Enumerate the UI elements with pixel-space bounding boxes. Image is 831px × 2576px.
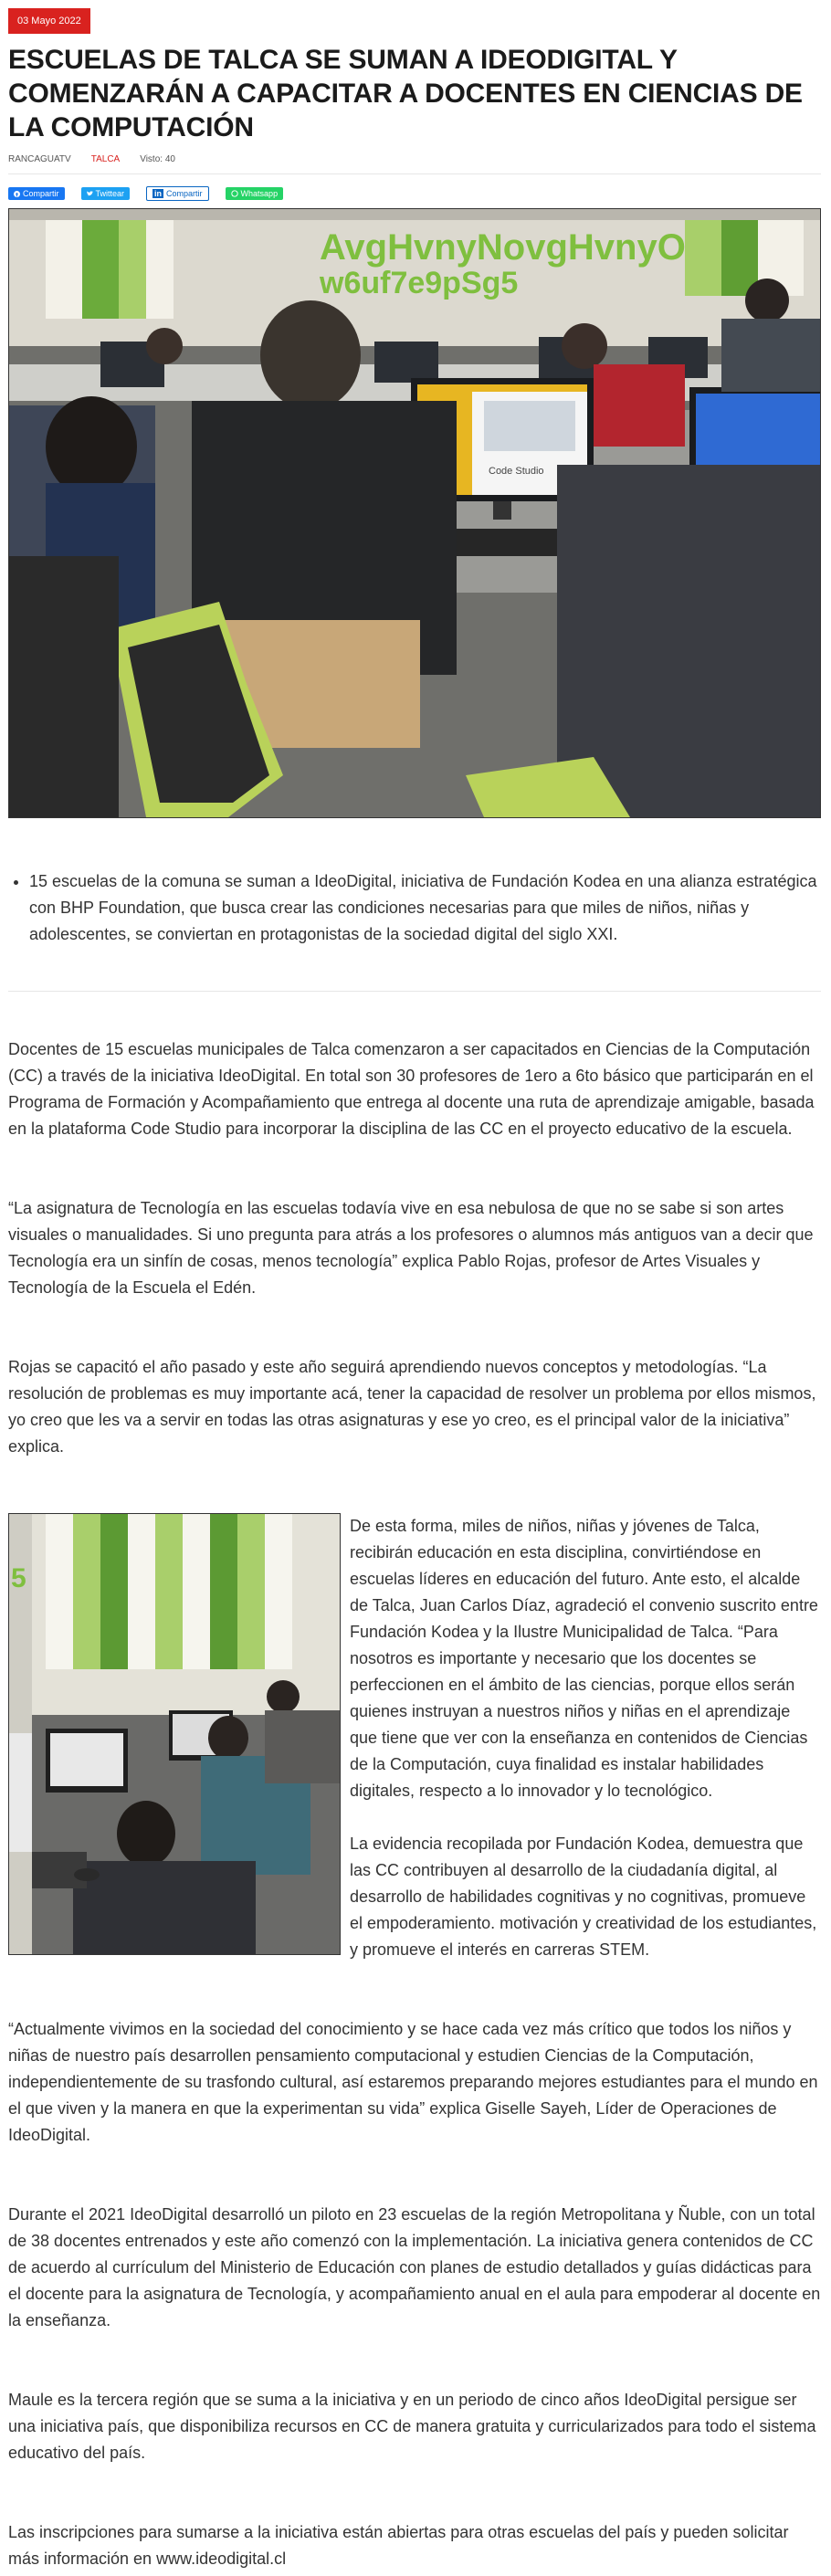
whatsapp-share-label: Whatsapp bbox=[240, 189, 279, 198]
twitter-share-label: Twittear bbox=[95, 189, 125, 198]
hero-wall-lettering: AvgHvnyNovgHvnyO bbox=[320, 227, 686, 268]
body-paragraph: “Actualmente vivimos en la sociedad del conocimiento y se hace cada vez más crítico que todos los niños y niñas de nuestro país desarrollen pensamiento computacional y estudien Ciencias de la Computación, independientemente de su trasfondo cultural, así estaremos preparando mejores estudiantes para el mundo en el que viven y la manera en que la experimentan su vida” explica Giselle Sayeh, Líder de Operaciones de IdeoDigital. bbox=[8, 2020, 818, 2144]
twitter-share-button[interactable] bbox=[81, 187, 131, 200]
divider bbox=[8, 991, 821, 992]
linkedin-share-button[interactable] bbox=[146, 186, 209, 201]
article-container bbox=[8, 0, 821, 2572]
share-bar bbox=[8, 186, 821, 201]
body-paragraph: “La asignatura de Tecnología en las escuelas todavía vive en esa nebulosa de que no se sabe si son artes visuales o manualidades. Si uno pregunta para atrás a los profesores o alumnos más antiguos van a decir que Tecnología era un sinfín de cosas, menos tecnología” explica Pablo Rojas, profesor de Artes Visuales y Tecnología de la Escuela el Edén. bbox=[8, 1199, 814, 1297]
hero-photo bbox=[8, 208, 821, 818]
body-paragraph: De esta forma, miles de niños, niñas y jóvenes de Talca, recibirán educación en esta disciplina, convirtiéndose en escuelas líderes en educación del futuro. Ante esto, el alcalde de Talca, Juan Carlos Díaz, agradeció el convenio suscrito entre Fundación Kodea y la Ilustre Municipalidad de Talca. “Para nosotros es importante y necesario que los docentes se perfeccionen en el ámbito de las ciencias, porque ellos serán quienes instruyan a nuestros niños y niñas en el aprendizaje que tiene que ver con la enseñanza en contenidos de Ciencias de la Computación, cuya finalidad es instalar habilidades digitales, respecto a lo innovador y lo tecnológico. bbox=[350, 1517, 818, 1800]
divider bbox=[8, 173, 821, 174]
hero-wall-lettering-2: w6uf7e9pSg5 bbox=[320, 266, 519, 300]
date-badge: 03 Mayo 2022 bbox=[8, 8, 90, 34]
article-meta bbox=[8, 154, 821, 164]
body-paragraph: La evidencia recopilada por Fundación Kodea, demuestra que las CC contribuyen al desarrollo de la ciudadanía digital, al desarrollo de habilidades cognitivas y no cognitivas, promueve el empoderamiento. motivación y creatividad de los estudiantes, y promueve el interés en carreras STEM. bbox=[350, 1835, 817, 1959]
linkedin-icon: in bbox=[154, 189, 163, 198]
body-paragraph: Rojas se capacitó el año pasado y este año seguirá aprendiendo nuevos conceptos y metodologías. “La resolución de problemas es muy importante acá, tener la capacidad de resolver un problema por ellos mismos, yo creo que les va a servir en todas las otras asignaturas y ese yo creo, es el principal valor de la iniciativa” explica. bbox=[8, 1358, 816, 1456]
hero-monitor-text: Code Studio bbox=[489, 466, 544, 477]
svg-text:5: 5 bbox=[11, 1563, 26, 1593]
whatsapp-share-button[interactable] bbox=[226, 187, 284, 200]
category-link[interactable]: TALCA bbox=[90, 154, 121, 164]
facebook-icon bbox=[14, 191, 20, 197]
whatsapp-icon bbox=[231, 190, 238, 197]
summary-list bbox=[8, 868, 821, 948]
view-count: Visto: 40 bbox=[140, 154, 175, 164]
body-paragraph: Durante el 2021 IdeoDigital desarrolló un piloto en 23 escuelas de la región Metropolitana y Ñuble, con un total de 38 docentes entrenados y este año comenzó con la implementación. La iniciativa genera contenidos de CC de acuerdo al currículum del Ministerio de Educación con planes de estudio detallados y guías didácticas para el docente para la asignatura de Tecnología, y acompañamiento anual en el aula para empoderar al docente en la enseñanza. bbox=[8, 2205, 821, 2329]
body-paragraph: Las inscripciones para sumarse a la iniciativa están abiertas para otras escuelas del país y pueden solicitar más información en www.ideodigital.cl bbox=[8, 2523, 789, 2568]
linkedin-share-label: Compartir bbox=[166, 189, 203, 198]
author-link[interactable]: RANCAGUATV bbox=[8, 154, 71, 164]
float-section bbox=[8, 1513, 821, 1963]
summary-item: • 15 escuelas de la comuna se suman a IdeoDigital, iniciativa de Fundación Kodea en una alianza estratégica con BHP Foundation, que busca crear las condiciones necesarias para que miles de niños, niñas y adolescentes, se conviertan en protagonistas de la sociedad digital del siglo XXI. bbox=[29, 868, 821, 948]
classroom-photo bbox=[8, 1513, 341, 1955]
facebook-share-button[interactable] bbox=[8, 187, 65, 200]
facebook-share-label: Compartir bbox=[23, 189, 59, 198]
twitter-icon bbox=[87, 191, 93, 196]
body-paragraph: Docentes de 15 escuelas municipales de Talca comenzaron a ser capacitados en Ciencias de la Computación (CC) a través de la iniciativa IdeoDigital. En total son 30 profesores de 1ero a 6to básico que participarán en el Programa de Formación y Acompañamiento que entrega al docente una ruta de aprendizaje amigable, basada en la plataforma Code Studio para incorporar la disciplina de las CC en el proyecto educativo de la escuela. bbox=[8, 1040, 815, 1138]
article-title: ESCUELAS DE TALCA SE SUMAN A IDEODIGITAL Y COMENZARÁN A CAPACITAR A DOCENTES EN CIENCIAS DE LA COMPUTACIÓN bbox=[8, 45, 803, 142]
body-paragraph: Maule es la tercera región que se suma a la iniciativa y en un periodo de cinco años IdeoDigital persigue ser una iniciativa país, que disponibiliza recursos en CC de manera gratuita y curricularizados para todo el sistema educativo del país. bbox=[8, 2391, 816, 2462]
